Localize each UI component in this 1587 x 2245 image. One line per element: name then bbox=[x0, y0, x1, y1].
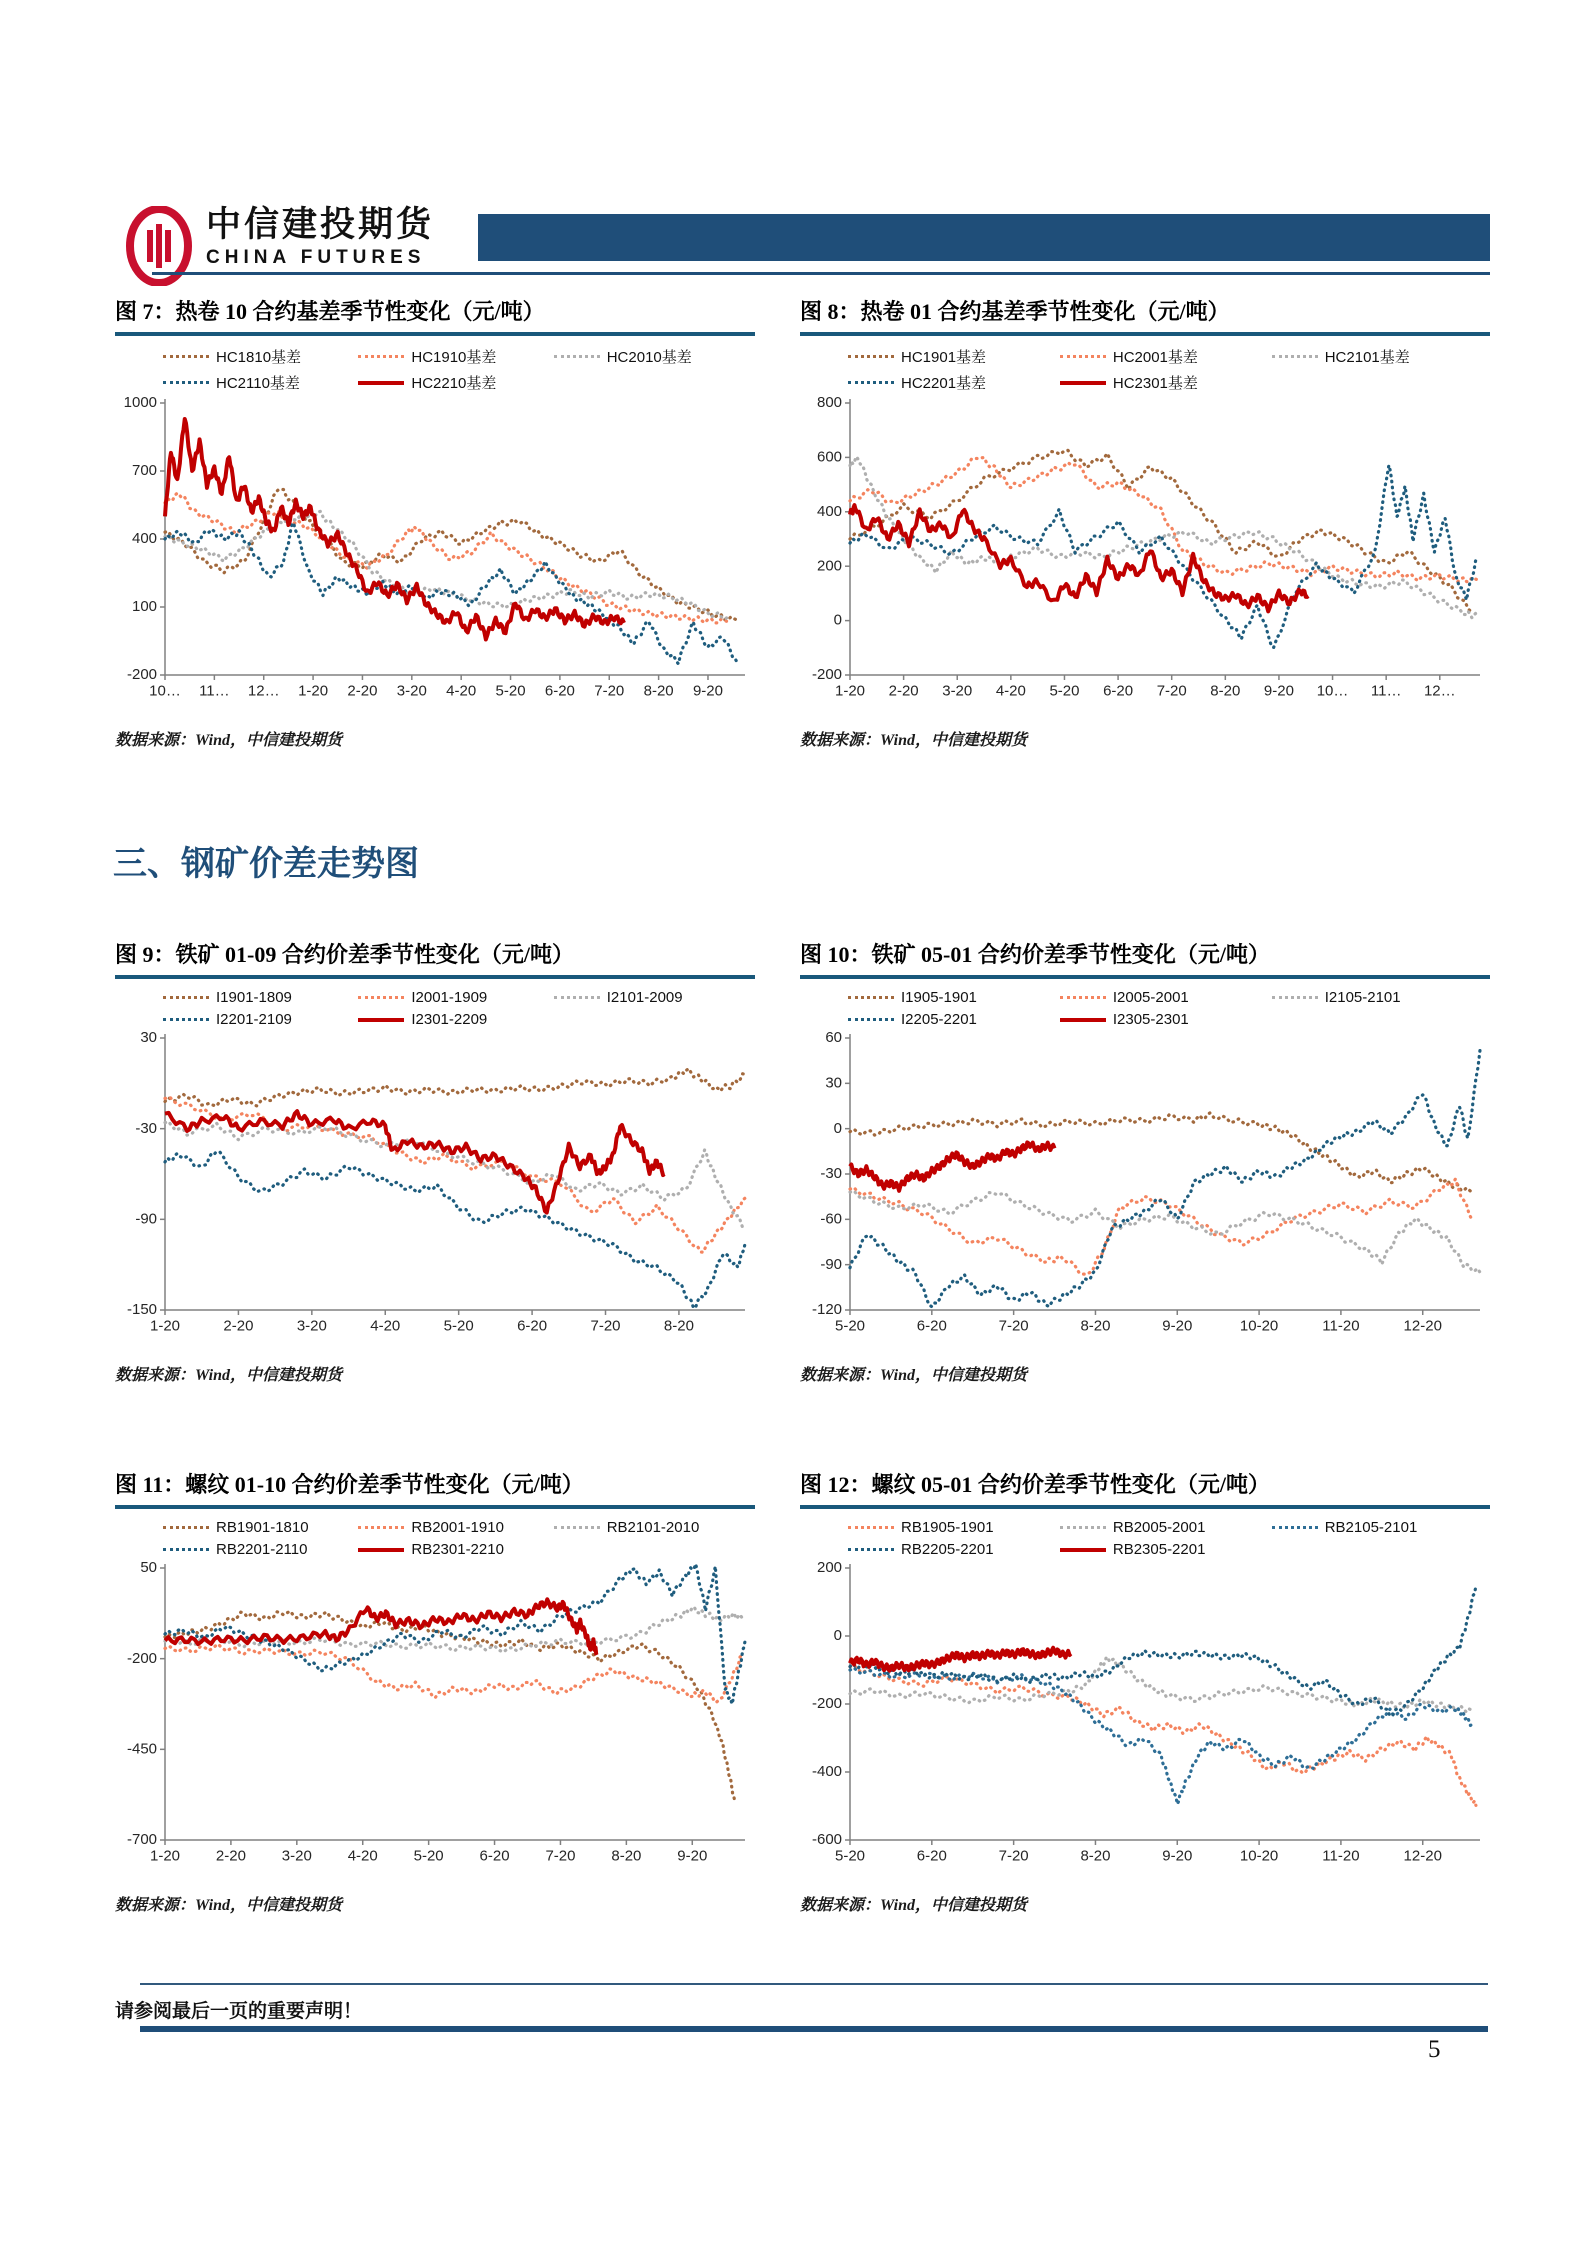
legend-label: HC1810基差 bbox=[216, 349, 302, 366]
legend-marker-icon bbox=[163, 1526, 209, 1529]
figure-9-source: 数据来源：Wind，中信建投期货 bbox=[115, 1367, 342, 1384]
legend-marker-icon bbox=[848, 1526, 894, 1529]
legend-label: I2101-2009 bbox=[606, 989, 683, 1006]
legend-label: RB2305-2201 bbox=[1112, 1541, 1206, 1558]
legend-marker-icon bbox=[358, 1526, 404, 1529]
section-title: 三、钢矿价差走势图 bbox=[113, 845, 419, 883]
header-rule bbox=[152, 272, 1490, 275]
figure-10-source: 数据来源：Wind，中信建投期货 bbox=[800, 1367, 1027, 1384]
legend-item bbox=[358, 1541, 553, 1558]
legend-marker-icon bbox=[554, 355, 600, 358]
legend-label: HC1901基差 bbox=[901, 349, 987, 366]
figure-12 bbox=[800, 1468, 1490, 1915]
legend-marker-icon bbox=[163, 381, 209, 384]
legend-label: RB2105-2101 bbox=[1324, 1519, 1418, 1536]
legend-marker-icon bbox=[358, 1548, 404, 1552]
legend-item bbox=[554, 346, 749, 367]
figure-8 bbox=[800, 295, 1490, 750]
legend-item bbox=[358, 1519, 553, 1536]
legend-label: RB2101-2010 bbox=[606, 1519, 700, 1536]
legend-label: HC2010基差 bbox=[606, 349, 692, 366]
footer-thick-bar bbox=[140, 2026, 1488, 2032]
brand-name-cn: 中信建投期货 bbox=[206, 205, 435, 244]
figure-9-title: 图 9：铁矿 01-09 合约价差季节性变化（元/吨） bbox=[115, 942, 574, 967]
legend-label: I2105-2101 bbox=[1324, 989, 1401, 1006]
legend-label: I2305-2301 bbox=[1112, 1011, 1189, 1028]
figure-10-title: 图 10：铁矿 05-01 合约价差季节性变化（元/吨） bbox=[800, 942, 1270, 967]
legend-marker-icon bbox=[163, 1018, 209, 1021]
figure-12-chart-canvas bbox=[800, 1560, 1490, 1870]
legend-label: RB2201-2110 bbox=[216, 1541, 308, 1558]
legend-item bbox=[554, 1519, 749, 1536]
legend-marker-icon bbox=[163, 996, 209, 999]
legend-item bbox=[163, 1541, 358, 1558]
legend-marker-icon bbox=[358, 355, 404, 358]
figure-12-title-rule bbox=[800, 1505, 1490, 1509]
legend-item bbox=[848, 1011, 1060, 1028]
legend-label: HC2301基差 bbox=[1112, 375, 1198, 392]
legend-item bbox=[848, 346, 1060, 367]
legend-label: HC2210基差 bbox=[411, 375, 497, 392]
figure-9-legend bbox=[163, 989, 755, 1028]
legend-label: HC2201基差 bbox=[901, 375, 987, 392]
legend-marker-icon bbox=[848, 381, 894, 384]
figure-11-chart-canvas bbox=[115, 1560, 755, 1870]
legend-label: I2001-1909 bbox=[411, 989, 488, 1006]
figure-row-2 bbox=[115, 938, 1490, 1385]
legend-marker-icon bbox=[163, 1548, 209, 1551]
legend-item bbox=[848, 1519, 1060, 1536]
legend-marker-icon bbox=[554, 996, 600, 999]
legend-marker-icon bbox=[1272, 1526, 1318, 1529]
figure-11 bbox=[115, 1468, 755, 1915]
legend-item bbox=[163, 372, 358, 393]
figure-7-chart-canvas bbox=[115, 395, 755, 705]
figure-8-title-rule bbox=[800, 332, 1490, 336]
figure-11-legend bbox=[163, 1519, 755, 1558]
figure-7-legend bbox=[163, 346, 755, 393]
legend-label: HC2001基差 bbox=[1112, 349, 1198, 366]
legend-item bbox=[1060, 346, 1272, 367]
legend-item bbox=[848, 989, 1060, 1006]
legend-marker-icon bbox=[554, 1526, 600, 1529]
legend-item bbox=[1272, 989, 1484, 1006]
legend-marker-icon bbox=[848, 1018, 894, 1021]
legend-marker-icon bbox=[1060, 1526, 1106, 1529]
page-number: 5 bbox=[1428, 2036, 1441, 2063]
legend-label: I1905-1901 bbox=[901, 989, 977, 1006]
legend-item bbox=[358, 1011, 553, 1028]
footer-disclaimer: 请参阅最后一页的重要声明！ bbox=[115, 2001, 363, 2022]
figure-12-source: 数据来源：Wind，中信建投期货 bbox=[800, 1897, 1027, 1914]
figure-8-title: 图 8：热卷 01 合约基差季节性变化（元/吨） bbox=[800, 299, 1230, 324]
figure-7 bbox=[115, 295, 755, 750]
legend-marker-icon bbox=[1060, 355, 1106, 358]
legend-marker-icon bbox=[1272, 355, 1318, 358]
figure-8-chart-canvas bbox=[800, 395, 1490, 705]
legend-label: RB2001-1910 bbox=[411, 1519, 504, 1536]
figure-11-title-rule bbox=[115, 1505, 755, 1509]
figure-10 bbox=[800, 938, 1490, 1385]
legend-label: RB2005-2001 bbox=[1112, 1519, 1206, 1536]
figure-12-title: 图 12：螺纹 05-01 合约价差季节性变化（元/吨） bbox=[800, 1472, 1270, 1497]
legend-item bbox=[1060, 372, 1272, 393]
footer-thin-rule bbox=[140, 1983, 1488, 1985]
legend-marker-icon bbox=[1060, 381, 1106, 385]
figure-9-title-rule bbox=[115, 975, 755, 979]
legend-marker-icon bbox=[358, 381, 404, 385]
legend-marker-icon bbox=[358, 1018, 404, 1022]
brand-text bbox=[206, 206, 434, 269]
legend-marker-icon bbox=[848, 996, 894, 999]
legend-label: RB1901-1810 bbox=[216, 1519, 309, 1536]
legend-item bbox=[1060, 989, 1272, 1006]
header-blue-bar bbox=[478, 214, 1490, 261]
legend-item bbox=[1272, 1519, 1484, 1536]
legend-label: HC1910基差 bbox=[411, 349, 497, 366]
legend-label: HC2101基差 bbox=[1324, 349, 1410, 366]
legend-item bbox=[163, 346, 358, 367]
legend-item bbox=[848, 1541, 1060, 1558]
legend-item bbox=[554, 989, 749, 1006]
legend-item bbox=[1060, 1011, 1272, 1028]
legend-marker-icon bbox=[1272, 996, 1318, 999]
legend-marker-icon bbox=[163, 355, 209, 358]
legend-label: I2201-2109 bbox=[216, 1011, 292, 1028]
figure-10-chart-canvas bbox=[800, 1030, 1490, 1340]
legend-item bbox=[358, 989, 553, 1006]
legend-label: I1901-1809 bbox=[216, 989, 292, 1006]
figure-11-source: 数据来源：Wind，中信建投期货 bbox=[115, 1897, 342, 1914]
legend-item bbox=[1060, 1541, 1272, 1558]
legend-item bbox=[1272, 346, 1484, 367]
legend-item bbox=[358, 372, 553, 393]
legend-item bbox=[163, 1519, 358, 1536]
legend-label: I2005-2001 bbox=[1112, 989, 1189, 1006]
legend-label: RB2205-2201 bbox=[901, 1541, 994, 1558]
figure-row-1 bbox=[115, 295, 1490, 750]
legend-label: RB2301-2210 bbox=[411, 1541, 504, 1558]
figure-8-source: 数据来源：Wind，中信建投期货 bbox=[800, 732, 1027, 749]
legend-marker-icon bbox=[1060, 1548, 1106, 1552]
legend-marker-icon bbox=[1060, 1018, 1106, 1022]
figure-7-source: 数据来源：Wind，中信建投期货 bbox=[115, 732, 342, 749]
legend-label: I2205-2201 bbox=[901, 1011, 977, 1028]
legend-marker-icon bbox=[358, 996, 404, 999]
figure-row-3 bbox=[115, 1468, 1490, 1915]
figure-10-title-rule bbox=[800, 975, 1490, 979]
figure-7-title: 图 7：热卷 10 合约基差季节性变化（元/吨） bbox=[115, 299, 545, 324]
legend-item bbox=[1060, 1519, 1272, 1536]
legend-marker-icon bbox=[848, 1548, 894, 1551]
legend-item bbox=[358, 346, 553, 367]
figure-7-title-rule bbox=[115, 332, 755, 336]
figure-8-legend bbox=[848, 346, 1490, 393]
legend-marker-icon bbox=[1060, 996, 1106, 999]
legend-label: HC2110基差 bbox=[216, 375, 300, 392]
legend-item bbox=[848, 372, 1060, 393]
legend-label: I2301-2209 bbox=[411, 1011, 488, 1028]
legend-item bbox=[163, 989, 358, 1006]
legend-label: RB1905-1901 bbox=[901, 1519, 994, 1536]
figure-10-legend bbox=[848, 989, 1490, 1028]
figure-12-legend bbox=[848, 1519, 1490, 1558]
figure-9 bbox=[115, 938, 755, 1385]
legend-marker-icon bbox=[848, 355, 894, 358]
brand-name-en: CHINA FUTURES bbox=[206, 246, 426, 268]
legend-item bbox=[163, 1011, 358, 1028]
figure-11-title: 图 11：螺纹 01-10 合约价差季节性变化（元/吨） bbox=[115, 1472, 584, 1497]
figure-9-chart-canvas bbox=[115, 1030, 755, 1340]
